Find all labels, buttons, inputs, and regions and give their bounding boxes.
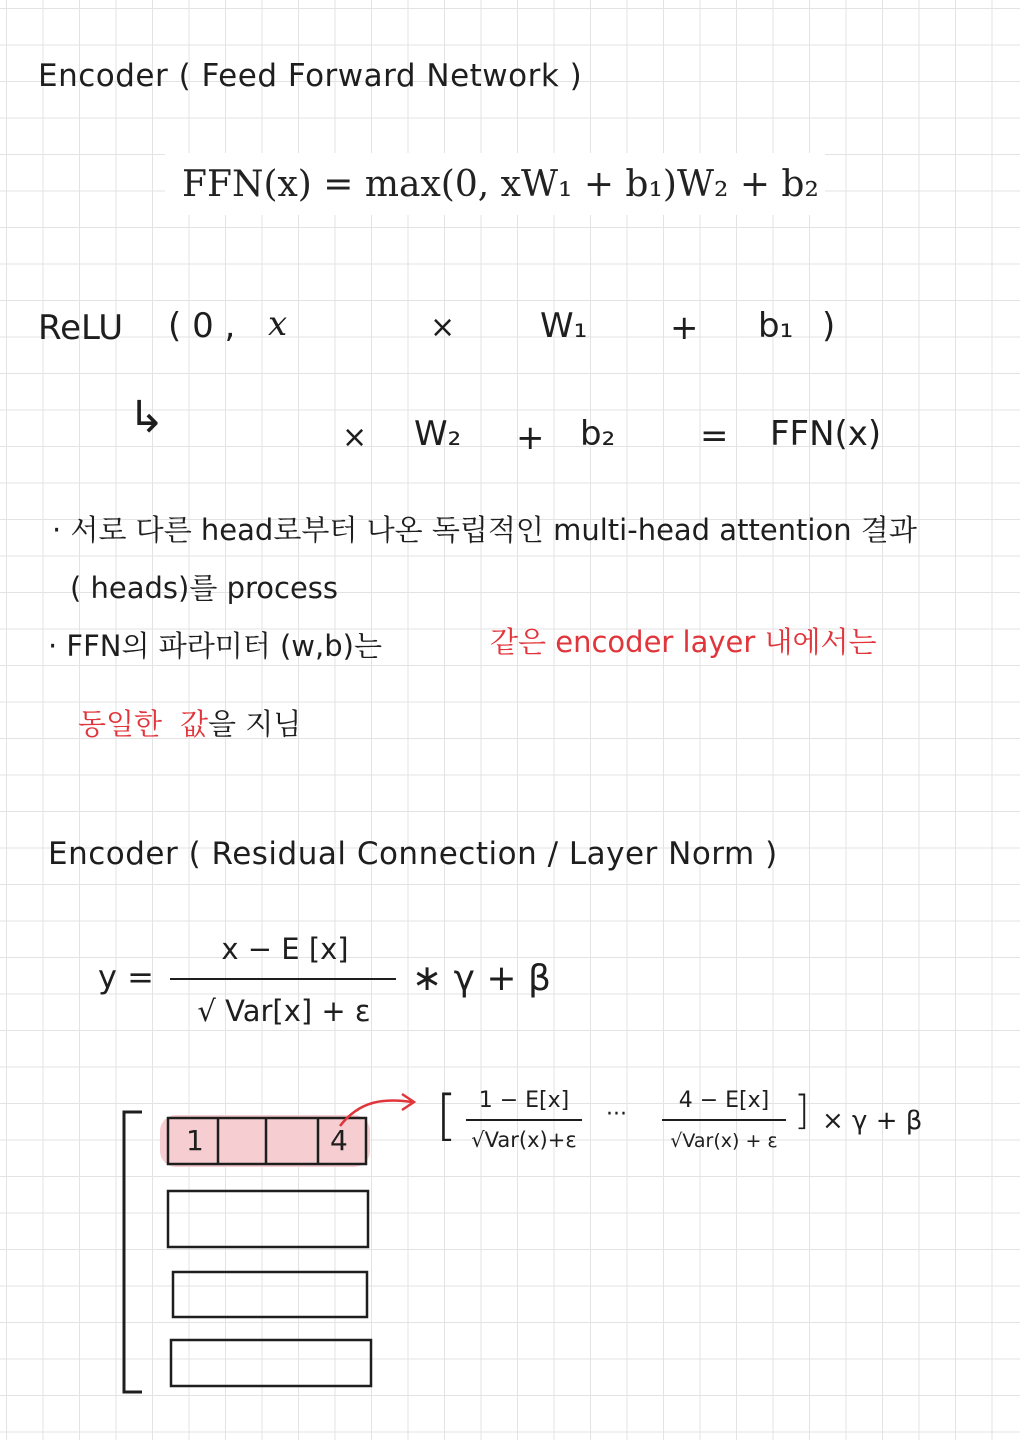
result-frac1-den: √Var(x)+ε [471, 1128, 577, 1152]
matrix-left-bracket [124, 1112, 142, 1392]
result-ffn: FFN(x) [770, 414, 882, 454]
section-title-norm: Encoder ( Residual Connection / Layer Norm ) [48, 836, 778, 872]
result-w2: W₂ [414, 414, 462, 454]
relu-open: ( 0 , [168, 306, 236, 346]
relu-plus: + [670, 308, 699, 348]
result-dots: ··· [606, 1102, 627, 1127]
result-frac1-num: 1 − E[x] [478, 1088, 570, 1113]
result-times: × [342, 420, 368, 455]
cell-last: 4 [330, 1124, 348, 1157]
result-tail: × γ + β [822, 1106, 923, 1136]
relu-label: ReLU [38, 308, 124, 348]
bullet-1-line-2: ( heads)를 process [70, 571, 339, 605]
matrix-row-3 [173, 1272, 367, 1317]
bullet-2-end: 을 지님 [208, 707, 302, 741]
relu-x: x [268, 304, 288, 344]
result-frac2-den: √Var(x) + ε [670, 1130, 778, 1152]
bullet-2-red-value: 값 [180, 707, 209, 741]
bullet-2-red-text: 같은 encoder layer 내에서는 [490, 625, 877, 659]
relu-w1: W₁ [540, 306, 588, 346]
cell-first: 1 [186, 1124, 204, 1157]
result-equals: = [700, 416, 729, 456]
curved-arrow-icon: ↳ [128, 392, 165, 443]
relu-times: × [430, 310, 456, 345]
ffn-formula: FFN(x) = max(0, xW₁ + b₁)W₂ + b₂ [182, 164, 819, 205]
result-frac2-num: 4 − E[x] [678, 1088, 770, 1113]
matrix-row-2 [168, 1191, 368, 1247]
matrix-row-4 [171, 1340, 371, 1386]
result-close-bracket: ] [794, 1088, 810, 1134]
bullet-2-prefix: · FFN의 파라미터 (w,b)는 [48, 629, 382, 663]
result-open-bracket: [ [436, 1084, 458, 1147]
norm-numerator: x − E [x] [221, 932, 349, 966]
bullet-2-red-same: 동일한 [78, 707, 163, 741]
section-title-ffn: Encoder ( Feed Forward Network ) [38, 58, 583, 94]
result-plus: + [516, 418, 545, 458]
norm-tail: ∗ γ + β [412, 958, 551, 999]
norm-y-equals: y = [98, 958, 154, 996]
relu-close: ) [822, 306, 836, 346]
result-b2: b₂ [580, 414, 616, 454]
norm-denominator: √ Var[x] + ε [197, 994, 371, 1028]
bullet-1-line-1: · 서로 다른 head로부터 나온 독립적인 multi-head attention 결과 [52, 513, 917, 547]
relu-b1: b₁ [758, 306, 794, 346]
